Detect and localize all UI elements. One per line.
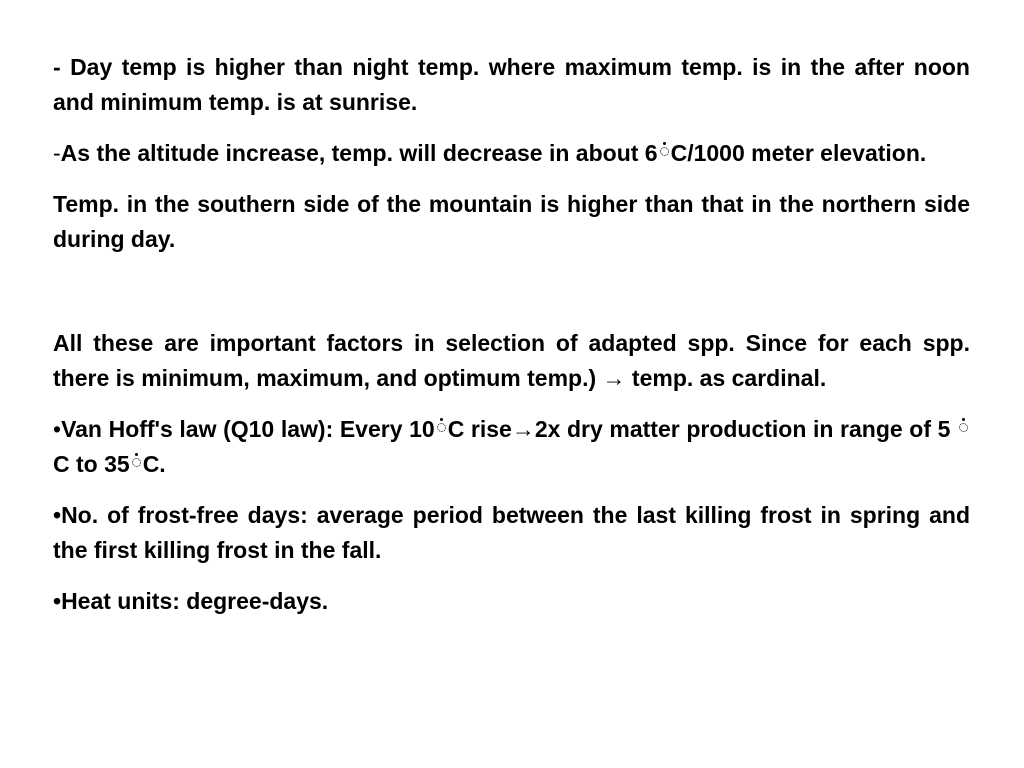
paragraph-text: Heat units: degree-days. <box>61 588 329 614</box>
paragraph-text: C/1000 meter elevation. <box>670 140 927 166</box>
bullet-marker: • <box>53 416 62 442</box>
paragraph-text: C rise→2x dry matter production in range of 5 <box>447 416 957 442</box>
dash-marker: - <box>53 140 61 166</box>
paragraph-heat-units <box>53 584 970 619</box>
paragraph-text: All these are important factors in selection of adapted spp. Since for each spp. there is minimum, maximum, and optimum temp.) → temp. as cardinal. <box>53 330 970 391</box>
paragraph-text: C to 35 <box>53 451 130 477</box>
paragraph-text: Van Hoff's law (Q10 law): Every 10 <box>61 416 435 442</box>
bullet-marker: • <box>53 502 62 528</box>
slide-body <box>53 50 970 635</box>
paragraph-text: - Day temp is higher than night temp. where maximum temp. is in the after noon and minimum temp. is at sunrise. <box>53 54 970 115</box>
paragraph-van-hoff <box>53 412 970 482</box>
paragraph-text: Temp. in the southern side of the mountain is higher than that in the northern side during day. <box>53 191 970 252</box>
paragraph-day-night-temp <box>53 50 970 120</box>
paragraph-mountain-side <box>53 187 970 257</box>
bullet-marker: • <box>53 588 62 614</box>
paragraph-text: No. of frost-free days: average period between the last killing frost in spring and the first killing frost in the fall. <box>53 502 970 563</box>
paragraph-factors <box>53 326 970 396</box>
paragraph-text: C. <box>142 451 166 477</box>
paragraph-altitude <box>53 136 970 171</box>
paragraph-text: As the altitude increase, temp. will decrease in about 6 <box>60 140 658 166</box>
paragraph-frost-free <box>53 498 970 568</box>
